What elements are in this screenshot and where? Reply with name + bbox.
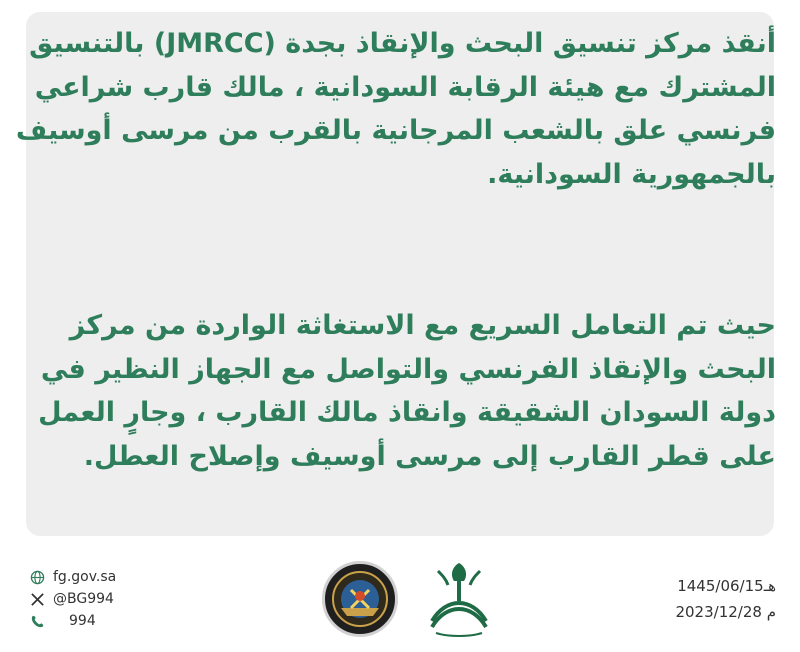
paragraph-2 xyxy=(38,304,776,478)
website-row[interactable] xyxy=(30,566,116,588)
paragraph-2-line: البحث والإنقاذ الفرنسي والتواصل مع الجهاز النظير في xyxy=(40,353,776,385)
date-block xyxy=(675,573,776,625)
paragraph-2-line: حيث تم التعامل السريع مع الاستغاثة الواردة من مركز xyxy=(69,310,776,341)
x-logo-icon xyxy=(30,592,45,607)
date-hijri: 1445/06/15هـ xyxy=(677,577,776,595)
phone-icon xyxy=(30,614,45,629)
paragraph-1-line: فرنسي علق بالشعب المرجانية بالقرب من مرسى أوسيف xyxy=(15,115,776,146)
paragraph-2-line: على قطر القارب إلى مرسى أوسيف وإصلاح العطل. xyxy=(83,440,776,472)
paragraph-1-line: بالجمهورية السودانية. xyxy=(487,158,776,190)
handle-text: @BG994 xyxy=(53,591,114,607)
globe-icon xyxy=(30,570,45,585)
seal-emblem-icon xyxy=(331,570,389,628)
paragraph-2-line: دولة السودان الشقيقة وانقاذ مالك القارب ، وجارٍ العمل xyxy=(38,397,776,428)
contact-info xyxy=(30,566,116,632)
paragraph-1 xyxy=(15,22,776,196)
border-guard-seal-logo xyxy=(322,561,398,637)
date-gregorian: 2023/12/28 م xyxy=(675,603,776,621)
paragraph-1-line: أنقذ مركز تنسيق البحث والإنقاذ بجدة (JMRCC) بالتنسيق xyxy=(29,28,776,59)
saudi-emblem-icon xyxy=(418,557,500,641)
paragraph-1-line: المشترك مع هيئة الرقابة السودانية ، مالك قارب شراعي xyxy=(34,71,776,103)
website-text: fg.gov.sa xyxy=(53,569,117,585)
handle-row[interactable] xyxy=(30,588,116,610)
logos xyxy=(322,557,500,641)
phone-text: 994 xyxy=(69,613,96,629)
phone-row[interactable] xyxy=(30,610,116,632)
